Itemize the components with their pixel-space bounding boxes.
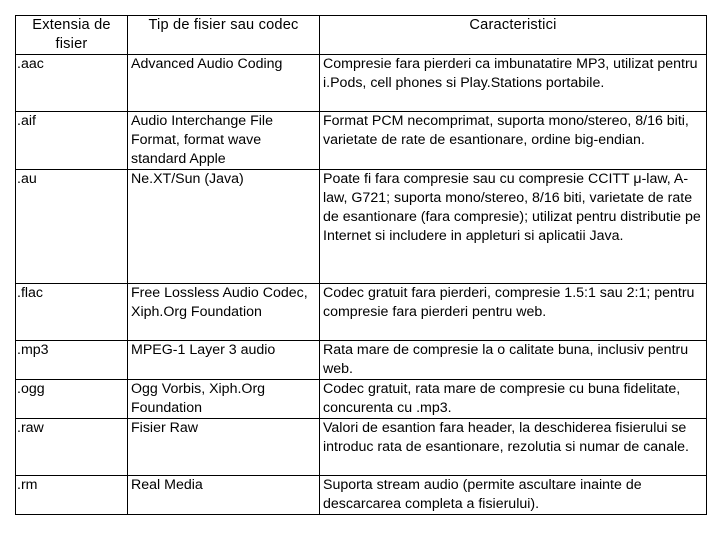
cell-extension: .rm [16, 476, 128, 515]
cell-description: Poate fi fara compresie sau cu compresie CCITT μ-law, A-law, G721; suporta mono/stereo, 8/16 biti, varietate de rate de esantionare (fara compresie); utilizat pentru distributie pe Internet si includere in appleturi si aplicatii Java. [320, 170, 707, 284]
table-row [16, 419, 707, 476]
cell-description: Format PCM necomprimat, suporta mono/stereo, 8/16 biti, varietate de rate de esantionare, ordine big-endian. [320, 112, 707, 170]
cell-description: Suporta stream audio (permite ascultare inainte de descarcarea completa a fisierului). [320, 476, 707, 515]
cell-extension: .raw [16, 419, 128, 476]
table-row [16, 380, 707, 419]
cell-type: Ne.XT/Sun (Java) [128, 170, 320, 284]
table-row [16, 476, 707, 515]
cell-description: Codec gratuit fara pierderi, compresie 1.5:1 sau 2:1; pentru compresie fara pierderi pentru web. [320, 284, 707, 341]
table-row [16, 284, 707, 341]
cell-extension: .aac [16, 55, 128, 112]
cell-extension: .au [16, 170, 128, 284]
cell-type: Free Lossless Audio Codec, Xiph.Org Foundation [128, 284, 320, 341]
cell-type: Advanced Audio Coding [128, 55, 320, 112]
cell-extension: .mp3 [16, 341, 128, 380]
cell-description: Rata mare de compresie la o calitate buna, inclusiv pentru web. [320, 341, 707, 380]
header-extension: Extensia de fisier [16, 16, 128, 55]
table-row [16, 112, 707, 170]
cell-extension: .flac [16, 284, 128, 341]
table-row [16, 55, 707, 112]
cell-type: Audio Interchange File Format, format wave standard Apple [128, 112, 320, 170]
header-characteristics: Caracteristici [320, 16, 707, 55]
cell-description: Codec gratuit, rata mare de compresie cu buna fidelitate, concurenta cu .mp3. [320, 380, 707, 419]
cell-type: Real Media [128, 476, 320, 515]
cell-type: Fisier Raw [128, 419, 320, 476]
header-type: Tip de fisier sau codec [128, 16, 320, 55]
table-row [16, 170, 707, 284]
cell-description: Compresie fara pierderi ca imbunatatire MP3, utilizat pentru i.Pods, cell phones si Play.Stations portabile. [320, 55, 707, 112]
cell-extension: .aif [16, 112, 128, 170]
table-row [16, 341, 707, 380]
audio-formats-table [15, 15, 707, 515]
cell-extension: .ogg [16, 380, 128, 419]
cell-type: Ogg Vorbis, Xiph.Org Foundation [128, 380, 320, 419]
cell-description: Valori de esantion fara header, la deschiderea fisierului se introduc rata de esantionare, rezolutia si numar de canale. [320, 419, 707, 476]
cell-type: MPEG-1 Layer 3 audio [128, 341, 320, 380]
table-header-row [16, 16, 707, 55]
